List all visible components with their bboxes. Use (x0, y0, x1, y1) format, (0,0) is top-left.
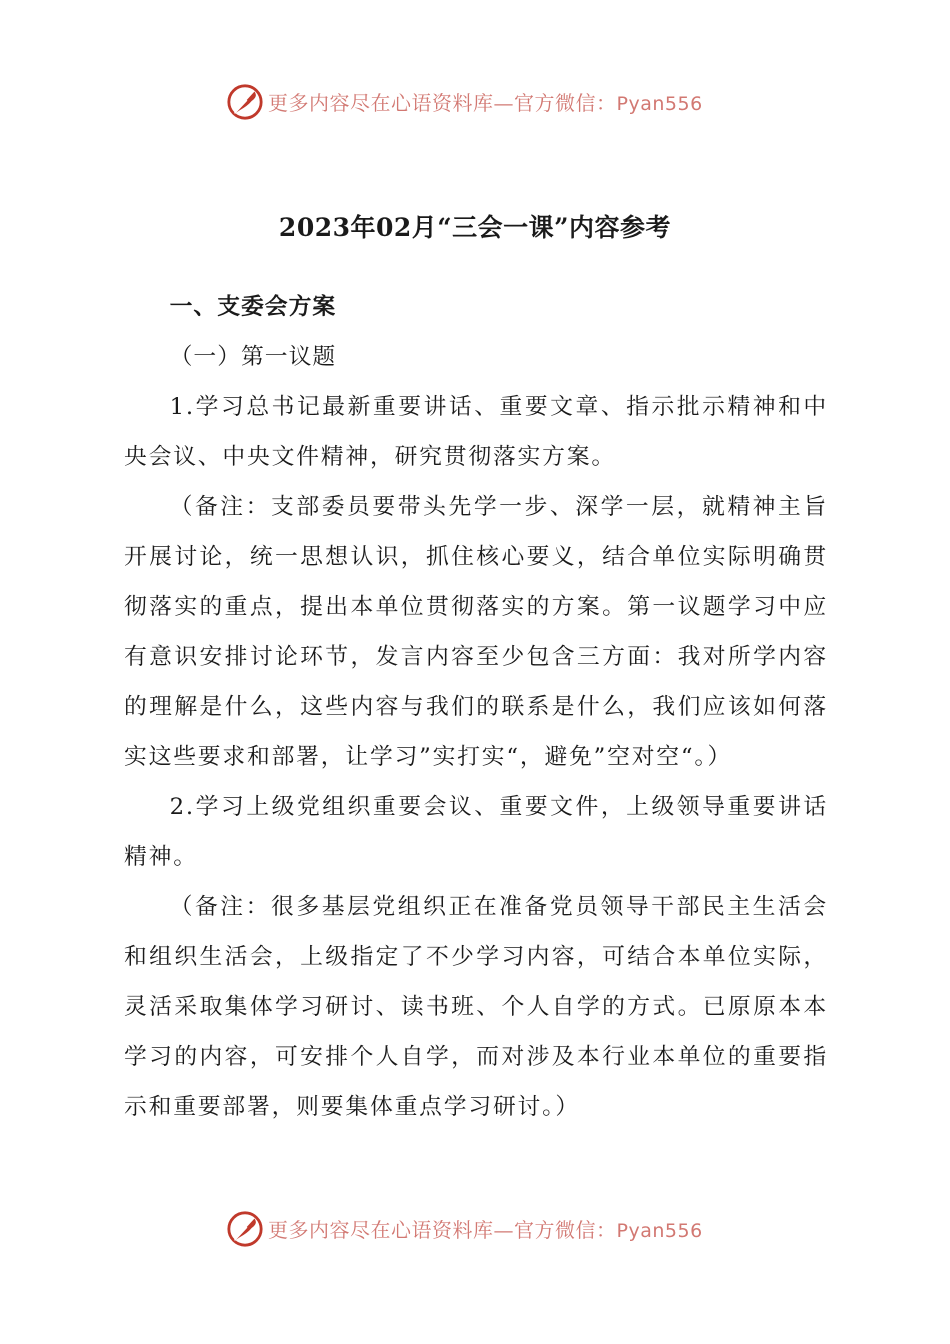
quill-pen-icon (226, 1210, 264, 1248)
subsection-heading: （一）第一议题 (169, 344, 337, 370)
header-watermark (0, 81, 950, 125)
paragraph-item-1: 1.学习总书记最新重要讲话、重要文章、指示批示精神和中央会议、中央文件精神，研究贯彻落实方案。 (124, 394, 828, 470)
quill-pen-icon (226, 83, 264, 121)
watermark-cn: 更多内容尽在心语资料库—官方微信： (268, 91, 617, 115)
document-title: 2023年02月“三会一课”内容参考 (278, 213, 672, 242)
footer-watermark (0, 1208, 950, 1252)
paragraph-note-2: （备注：很多基层党组织正在准备党员领导干部民主生活会和组织生活会，上级指定了不少学习内容，可结合本单位实际，灵活采取集体学习研讨、读书班、个人自学的方式。已原原本本学习的内容，可安排个人自学，而对涉及本行业本单位的重要指示和重要部署，则要集体重点学习研讨。） (124, 894, 828, 1120)
watermark-text (268, 1216, 703, 1245)
document-body (124, 282, 828, 1132)
watermark-cn: 更多内容尽在心语资料库—官方微信： (268, 1218, 617, 1242)
watermark-wechat-id: Pyan556 (616, 1220, 703, 1242)
section-heading: 一、支委会方案 (169, 294, 337, 320)
watermark-wechat-id: Pyan556 (616, 93, 703, 115)
watermark-text (268, 89, 703, 118)
paragraph-item-2: 2.学习上级党组织重要会议、重要文件，上级领导重要讲话精神。 (124, 794, 828, 870)
paragraph-note-1: （备注：支部委员要带头先学一步、深学一层，就精神主旨开展讨论，统一思想认识，抓住核心要义，结合单位实际明确贯彻落实的重点，提出本单位贯彻落实的方案。第一议题学习中应有意识安排讨论环节，发言内容至少包含三方面：我对所学内容的理解是什么，这些内容与我们的联系是什么，我们应该如何落实这些要求和部署，让学习”实打实“，避免”空对空“。） (124, 494, 828, 770)
